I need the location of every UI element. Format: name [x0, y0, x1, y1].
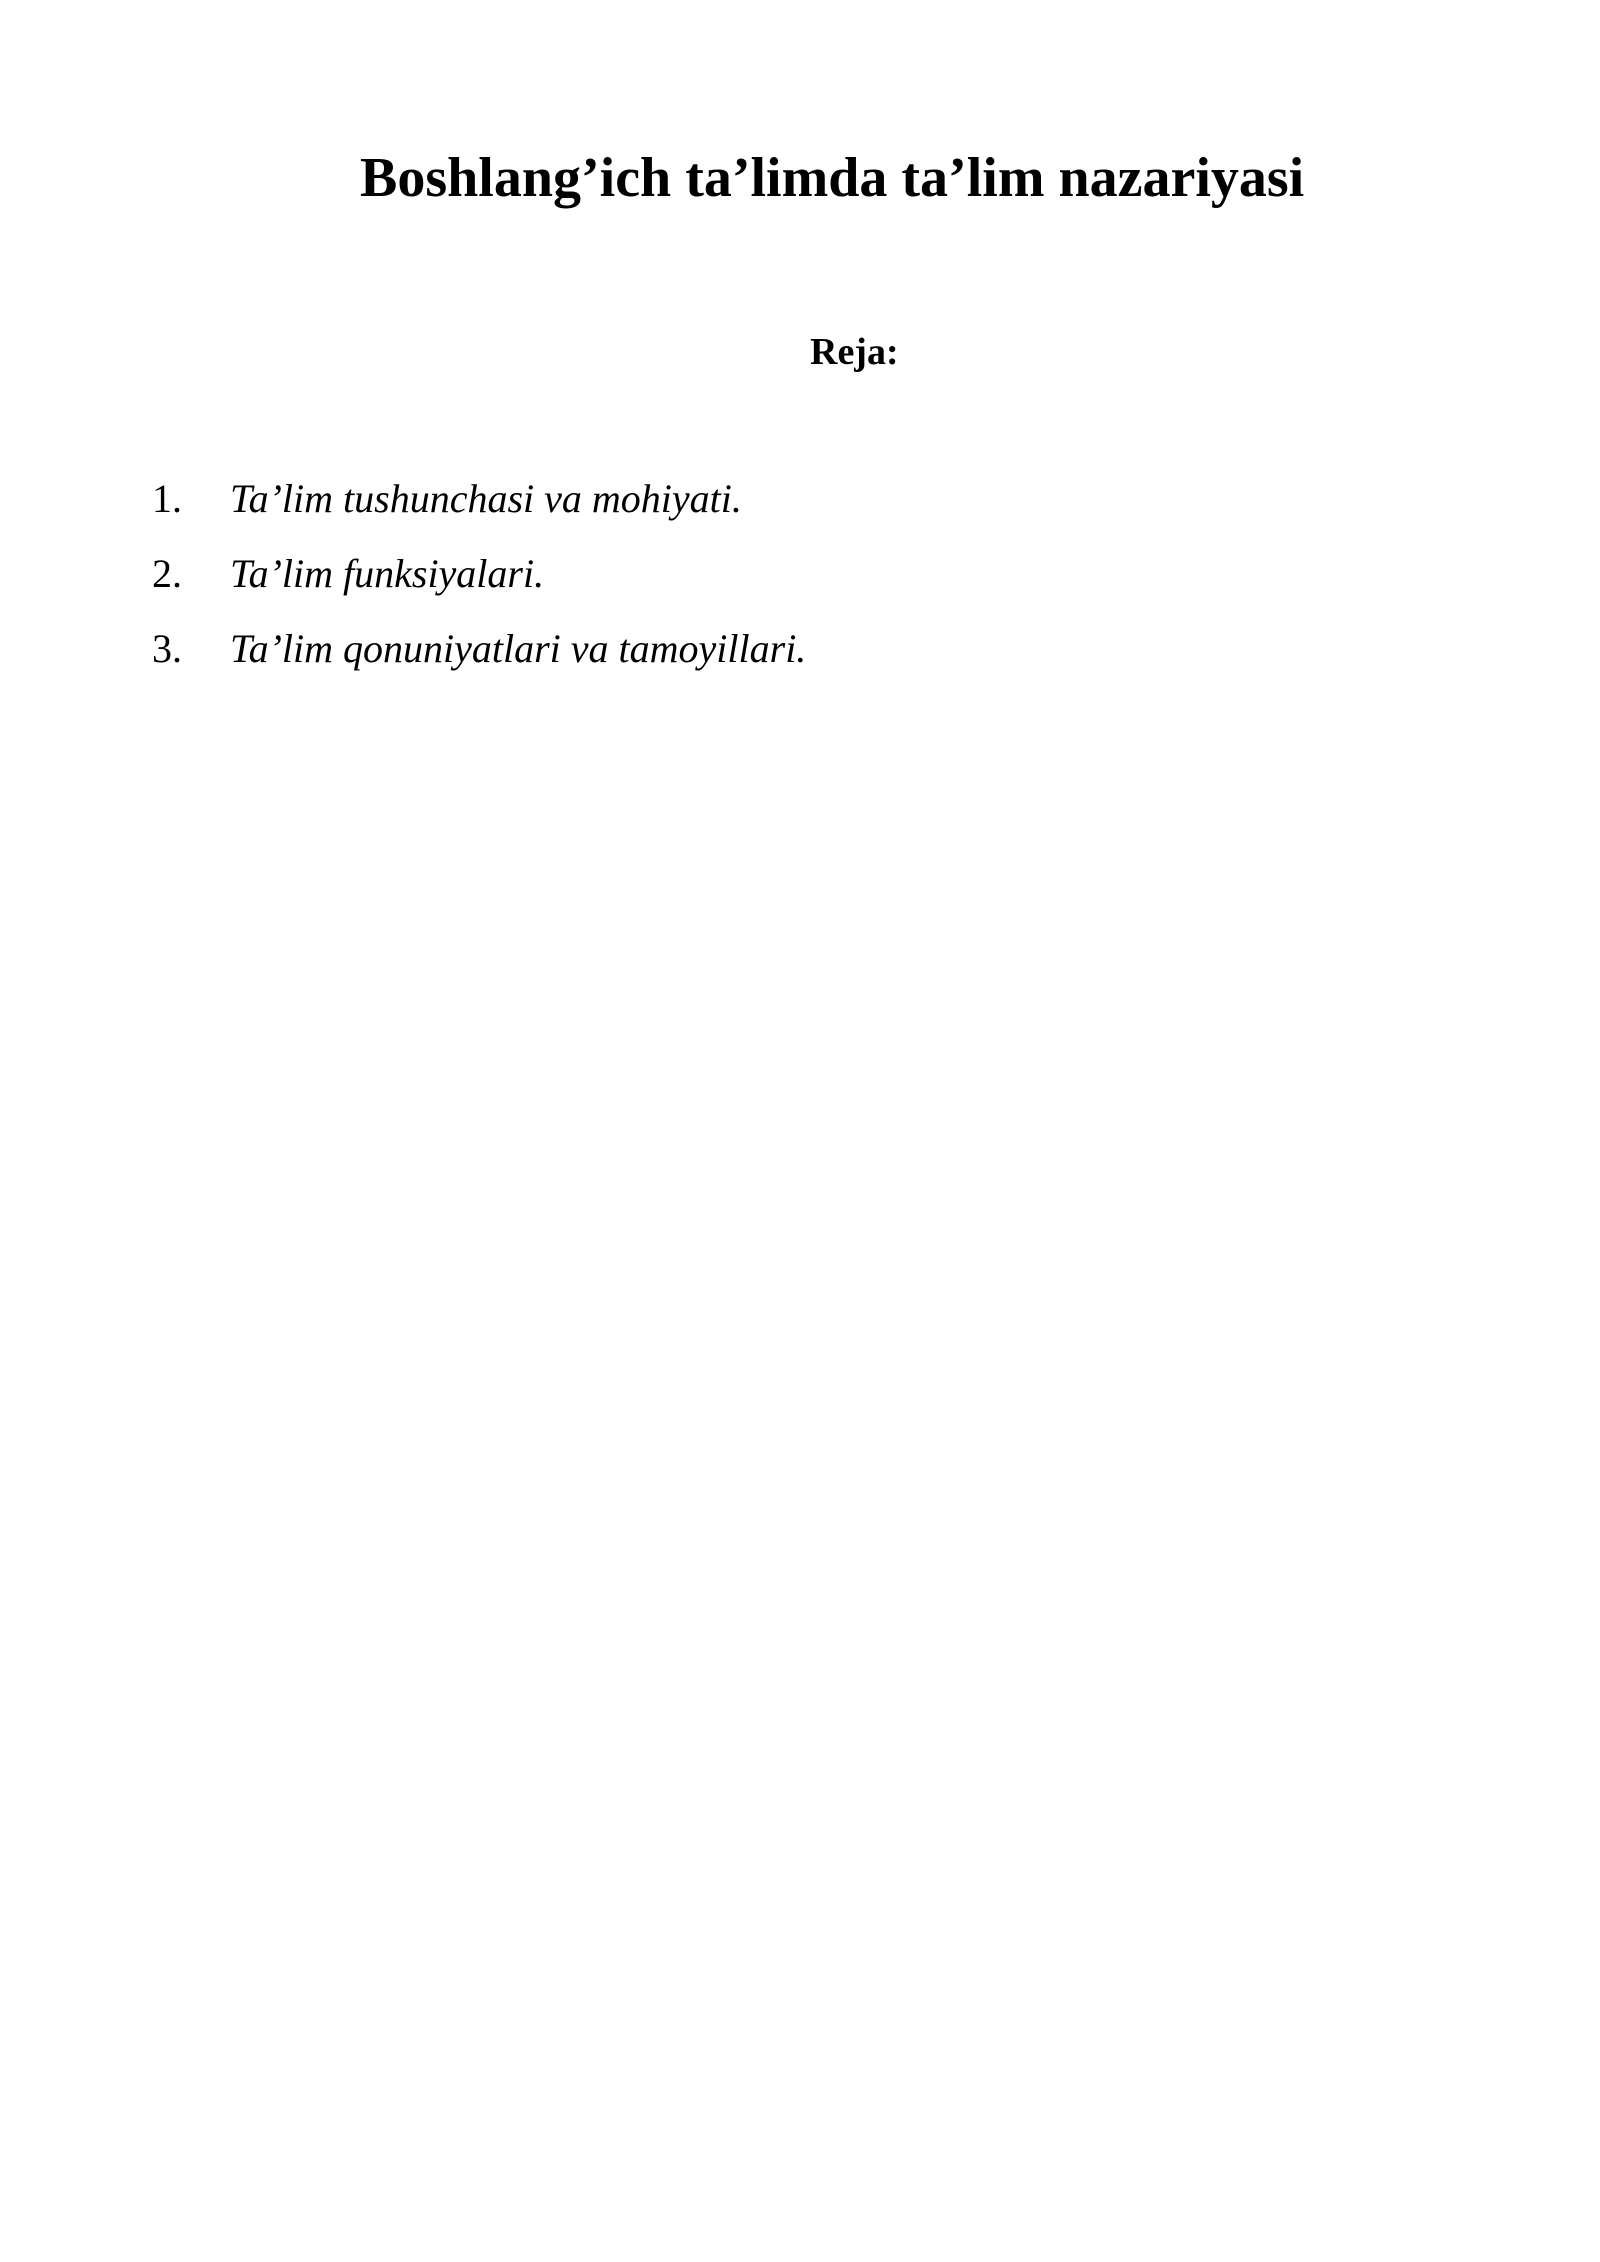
list-item-number: 1. — [152, 476, 182, 521]
page-title: Boshlang’ich ta’limda ta’lim nazariyasi — [360, 147, 1305, 209]
list-item-text: Ta’lim tushunchasi va mohiyati. — [230, 476, 742, 521]
list-item-text: Ta’lim funksiyalari. — [230, 551, 545, 596]
list-item-number: 3. — [152, 626, 182, 671]
plan-heading: Reja: — [810, 331, 899, 373]
list-item-text: Ta’lim qonuniyatlari va tamoyillari. — [230, 626, 807, 671]
list-item-number: 2. — [152, 551, 182, 596]
